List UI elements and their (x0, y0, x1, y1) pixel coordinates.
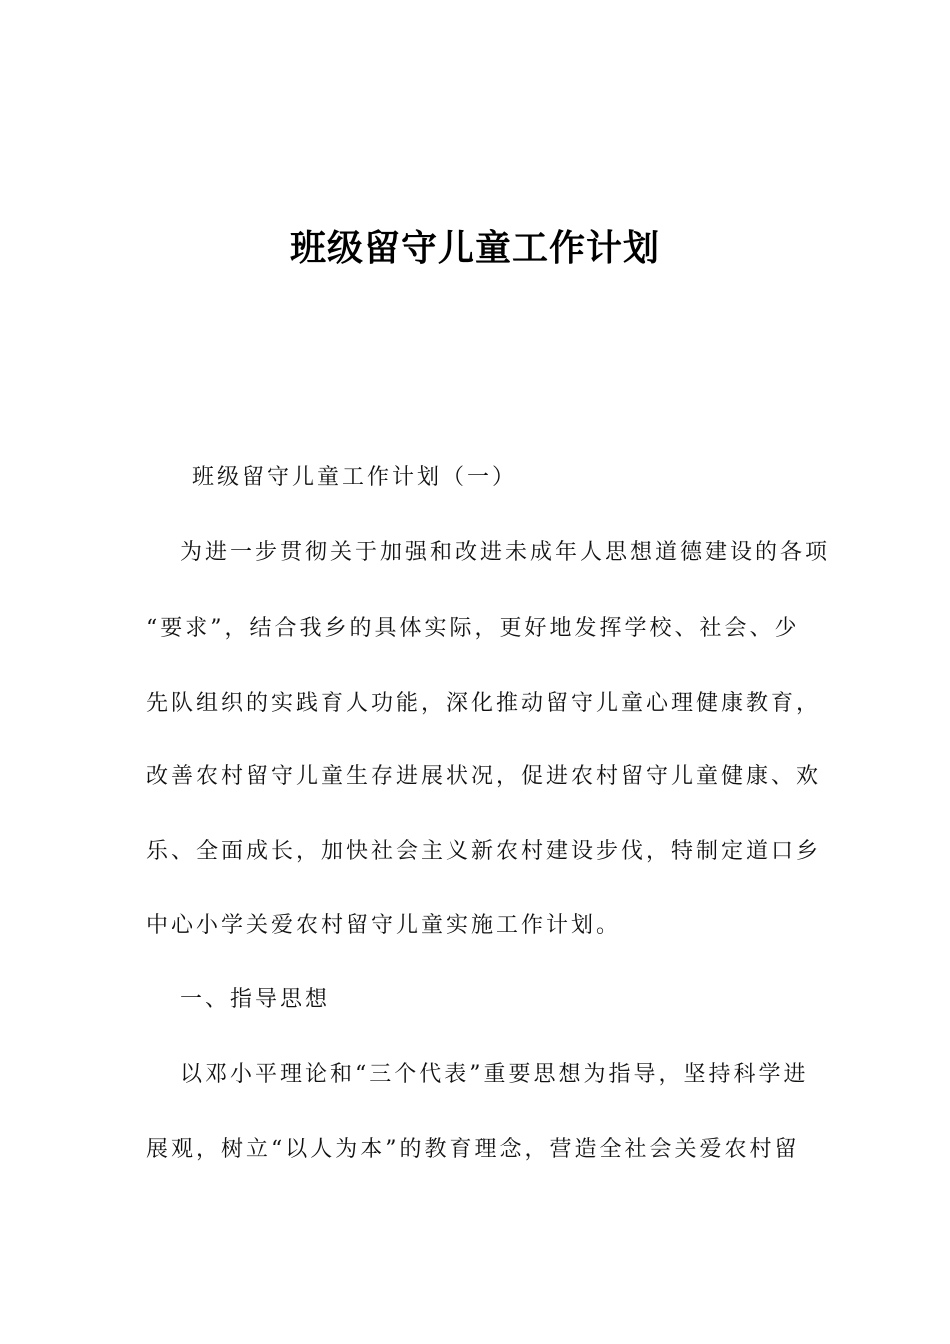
intro-line-2: “要求”，结合我乡的具体实际，更好地发挥学校、社会、少 (146, 616, 800, 641)
part1-heading: 一、指导思想 (180, 987, 331, 1012)
intro-line-3: 先队组织的实践育人功能，深化推动留守儿童心理健康教育， (146, 691, 822, 716)
part1-line-2: 展观，树立“以人为本”的教育理念，营造全社会关爱农村留 (146, 1137, 800, 1162)
document-title: 班级留守儿童工作计划 (289, 228, 660, 269)
section-heading: 班级留守儿童工作计划（一） (192, 465, 518, 490)
intro-line-6: 中心小学关爱农村留守儿童实施工作计划。 (146, 913, 622, 938)
intro-line-5: 乐、全面成长，加快社会主义新农村建设步伐，特制定道口乡 (146, 839, 822, 864)
part1-line-1: 以邓小平理论和“三个代表”重要思想为指导，坚持科学进 (180, 1062, 809, 1087)
intro-line-1: 为进一步贯彻关于加强和改进未成年人思想道德建设的各项 (180, 540, 831, 565)
intro-line-4: 改善农村留守儿童生存进展状况，促进农村留守儿童健康、欢 (146, 764, 822, 789)
